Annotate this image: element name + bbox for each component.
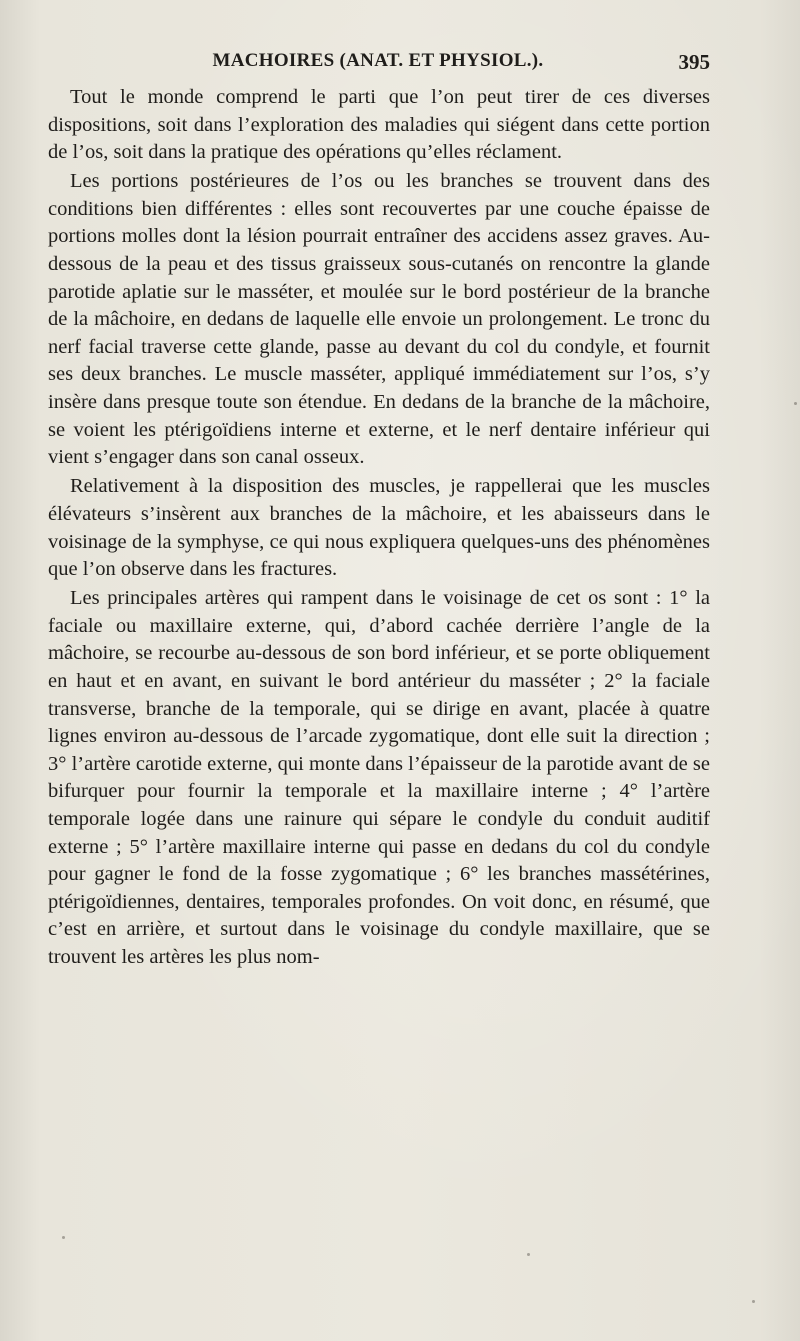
running-head	[46, 50, 710, 80]
paper-speck	[62, 1236, 65, 1239]
paper-speck	[752, 1300, 755, 1303]
body-text	[48, 84, 710, 973]
running-title: MACHOIRES (ANAT. ET PHYSIOL.).	[212, 50, 544, 71]
paragraph-3: Relativement à la disposition des muscles, je rappellerai que les muscles élévateurs s’insèrent aux branches de la mâchoire, et les abaisseurs dans le voisinage de la symphyse, ce qui nous expliquera quelques-uns des phénomènes que l’on observe dans les fractures.	[48, 475, 710, 581]
page-number: 395	[678, 50, 710, 74]
paragraph-1: Tout le monde comprend le parti que l’on peut tirer de ces diverses dispositions, soit dans l’exploration des maladies qui siégent dans cette portion de l’os, soit dans la pratique des opérations qu’elles réclament.	[48, 86, 710, 164]
paper-speck	[794, 402, 797, 405]
paragraph-4: Les principales artères qui rampent dans le voisinage de cet os sont : 1° la faciale ou maxillaire externe, qui, d’abord cachée derrière l’angle de la mâchoire, se recourbe au-dessous de son bord inférieur, et se porte obliquement en haut et en avant, en suivant le bord antérieur du masséter ; 2° la faciale transverse, branche de la temporale, qui se dirige en avant, placée à quatre lignes environ au-dessous de l’arcade zygomatique, dont elle suit la direction ; 3° l’artère carotide externe, qui monte dans l’épaisseur de la parotide avant de se bifurquer pour fournir la temporale et la maxillaire interne ; 4° l’artère temporale logée dans une rainure qui sépare le condyle du conduit auditif externe ; 5° l’artère maxillaire interne qui passe en dedans du col du condyle pour gagner le fond de la fosse zygomatique ; 6° les branches massétérines, ptérigoïdiennes, dentaires, temporales profondes. On voit donc, en résumé, que c’est en arrière, et surtout dans le voisinage du condyle maxillaire, que se trouvent les artères les plus nom-	[48, 587, 710, 968]
paragraph-2: Les portions postérieures de l’os ou les branches se trouvent dans des conditions bien différentes : elles sont recouvertes par une couche épaisse de portions molles dont la lésion pourrait entraîner des accidens assez graves. Au-dessous de la peau et des tissus graisseux sous-cutanés on rencontre la glande parotide aplatie sur le masséter, et moulée sur le bord postérieur de la branche de la mâchoire, en dedans de laquelle elle envoie un prolongement. Le tronc du nerf facial traverse cette glande, passe au devant du col du condyle, et fournit ses deux branches. Le muscle masséter, appliqué immédiatement sur l’os, s’y insère dans presque toute son étendue. En dedans de la branche de la mâchoire, se voient les ptérigoïdiens interne et externe, et le nerf dentaire inférieur qui vient s’engager dans son canal osseux.	[48, 170, 710, 469]
paper-speck	[527, 1253, 530, 1256]
